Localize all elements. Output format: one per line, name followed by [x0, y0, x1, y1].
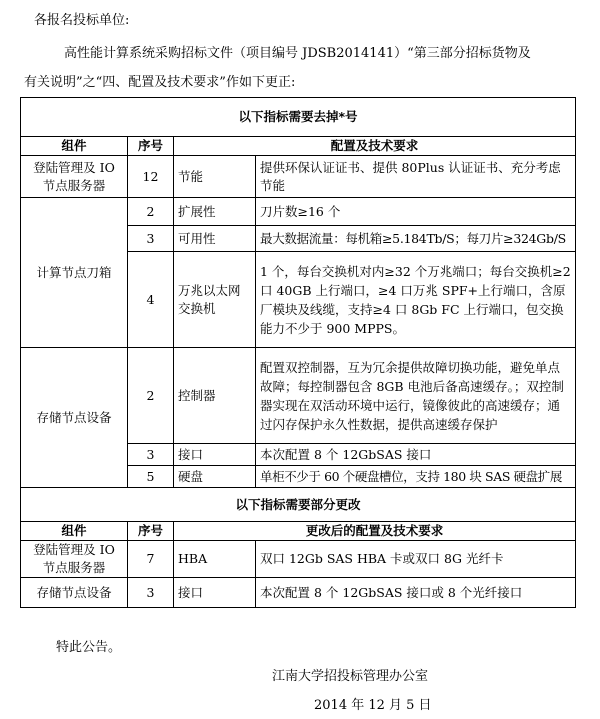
header-component: 组件: [21, 522, 128, 541]
table-row: [21, 578, 576, 608]
addressee: 各报名投标单位:: [34, 13, 130, 28]
row-item: HBA: [174, 541, 256, 578]
change-component: 存储节点设备: [21, 578, 128, 608]
row-requirement: 本次配置 8 个 12GbSAS 接口: [256, 444, 576, 466]
row-item: 可用性: [174, 226, 256, 252]
spec-table: [20, 97, 576, 608]
date: 2014 年 12 月 5 日: [314, 698, 432, 713]
header-number: 序号: [128, 137, 174, 156]
row-item: 控制器: [174, 348, 256, 444]
row-number: 2: [128, 348, 174, 444]
row-item: 节能: [174, 156, 256, 198]
row-number: 3: [128, 444, 174, 466]
intro-line-1: 高性能计算系统采购招标文件（项目编号 JDSB2014141）“第三部分招标货物及: [64, 46, 531, 61]
row-item: 硬盘: [174, 466, 256, 488]
table-row: [21, 541, 576, 578]
row-requirement: 1 个，每台交换机对内≥32 个万兆端口；每台交换机≥2 口 40GB 上行端口，≥4 口万兆 SPF+上行端口，含原厂模块及线缆，支持≥4 口 8Gb FC 上行端口，包交换能力不少于 900 MPPS。: [256, 252, 576, 348]
notice: 特此公告。: [56, 640, 122, 655]
row-item: 万兆以太网交换机: [174, 252, 256, 348]
row-requirement: 最大数据流量：每机箱≥5.184Tb/S；每刀片≥324Gb/S: [256, 226, 576, 252]
row-item: 接口: [174, 444, 256, 466]
row-item: 接口: [174, 578, 256, 608]
component-login: 登陆管理及 IO 节点服务器: [21, 156, 128, 198]
row-requirement: 刀片数≥16 个: [256, 198, 576, 226]
row-number: 4: [128, 252, 174, 348]
change-component: 登陆管理及 IO 节点服务器: [21, 541, 128, 578]
table-row: [21, 198, 576, 226]
row-requirement: 本次配置 8 个 12GbSAS 接口或 8 个光纤接口: [256, 578, 576, 608]
intro-line-2: 有关说明”之“四、配置及技术要求”作如下更正:: [24, 75, 296, 90]
row-number: 12: [128, 156, 174, 198]
row-requirement: 提供环保认证证书、提供 80Plus 认证证书、充分考虑节能: [256, 156, 576, 198]
row-number: 7: [128, 541, 174, 578]
row-requirement: 双口 12Gb SAS HBA 卡或双口 8G 光纤卡: [256, 541, 576, 578]
row-number: 5: [128, 466, 174, 488]
header-number: 序号: [128, 522, 174, 541]
header-requirements: 更改后的配置及技术要求: [174, 522, 576, 541]
component-compute: 计算节点刀箱: [21, 198, 128, 348]
section2-title: 以下指标需要部分更改: [21, 488, 576, 522]
row-number: 2: [128, 198, 174, 226]
office-name: 江南大学招投标管理办公室: [272, 669, 429, 684]
row-requirement: 配置双控制器，互为冗余提供故障切换功能，避免单点故障；每控制器包含 8GB 电池后备高速缓存。；双控制器实现在双活动环境中运行，镜像彼此的高速缓存；通过闪存保护永久性数据，提供高速缓存保护: [256, 348, 576, 444]
header-component: 组件: [21, 137, 128, 156]
row-number: 3: [128, 226, 174, 252]
section1-title: 以下指标需要去掉*号: [21, 98, 576, 137]
table-row: [21, 348, 576, 444]
row-requirement: 单柜不少于 60 个硬盘槽位，支持 180 块 SAS 硬盘扩展: [256, 466, 576, 488]
row-item: 扩展性: [174, 198, 256, 226]
component-storage: 存储节点设备: [21, 348, 128, 488]
row-number: 3: [128, 578, 174, 608]
table-row: [21, 156, 576, 198]
header-requirements: 配置及技术要求: [174, 137, 576, 156]
